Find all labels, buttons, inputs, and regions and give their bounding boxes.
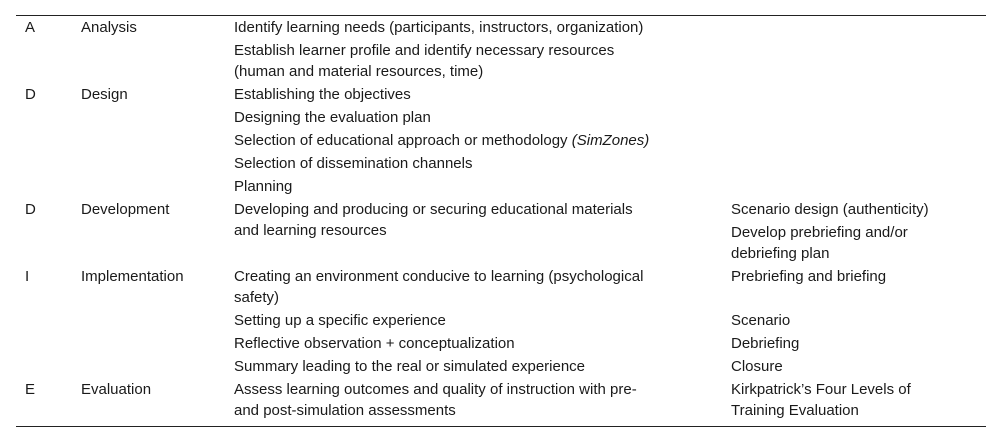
simulation-item: debriefing plan [731, 245, 830, 262]
phase-step: Developing and producing or securing educational materials [234, 201, 633, 218]
phase-name: Implementation [81, 268, 184, 285]
phase-step: Establishing the objectives [234, 86, 411, 103]
simulation-item: Training Evaluation [731, 402, 859, 419]
phase-step: Planning [234, 178, 293, 195]
phase-step: and post-simulation assessments [234, 402, 456, 419]
phase-step: Summary leading to the real or simulated experience [234, 358, 586, 375]
phase-letter: E [25, 381, 36, 398]
phase-step: Creating an environment conducive to learning (psychological [234, 268, 644, 285]
table-top-rule [16, 15, 986, 16]
phase-letter: I [25, 268, 30, 285]
phase-step: Assess learning outcomes and quality of instruction with pre- [234, 381, 637, 398]
simulation-item: Prebriefing and briefing [731, 268, 887, 285]
phase-step: Reflective observation + conceptualization [234, 335, 515, 352]
phase-step: (human and material resources, time) [234, 63, 484, 80]
simulation-item: Kirkpatrick’s Four Levels of [731, 381, 911, 398]
methodology-italic: (SimZones) [571, 132, 650, 149]
phase-name: Analysis [81, 19, 137, 36]
phase-letter: D [25, 86, 36, 103]
phase-step: and learning resources [234, 222, 387, 239]
phase-step-text: Selection of educational approach or methodology [234, 132, 572, 149]
phase-step: Identify learning needs (participants, instructors, organization) [234, 19, 644, 36]
phase-name: Design [81, 86, 128, 103]
simulation-item: Scenario design (authenticity) [731, 201, 929, 218]
phase-step: Selection of dissemination channels [234, 155, 473, 172]
phase-step: Setting up a specific experience [234, 312, 446, 329]
simulation-item: Closure [731, 358, 783, 375]
phase-step: Establish learner profile and identify necessary resources [234, 42, 615, 59]
simulation-item: Debriefing [731, 335, 800, 352]
table-bottom-rule [16, 426, 986, 427]
simulation-item: Develop prebriefing and/or [731, 224, 908, 241]
phase-step: Designing the evaluation plan [234, 109, 431, 126]
phase-letter: A [25, 19, 36, 36]
phase-step-methodology [234, 130, 649, 151]
phase-name: Evaluation [81, 381, 152, 398]
phase-step: safety) [234, 289, 280, 306]
simulation-item: Scenario [731, 312, 791, 329]
phase-letter: D [25, 201, 36, 218]
phase-name: Development [81, 201, 170, 218]
